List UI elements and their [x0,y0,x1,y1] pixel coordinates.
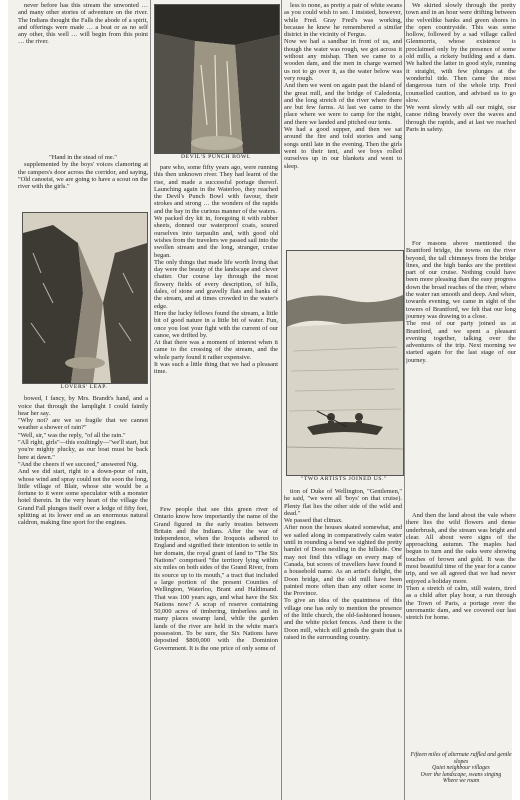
col4-mid-text: For reasons above mentioned the Brantford bridge, the towns on the river beyond, the tall chimneys from the bridge lines, and the high banks are the prettiest part of our cruise. Nothing could have been more pleasing than the easy progress down the broad reaches of the river, where the water ran smooth and deep. And when, towards evening, we came in sight of the towers of Brantford, we felt that our long journey was drawing to a close. The rest of our party joined us at Brantford, and we spent a pleasant evening together, talking over the adventures of the trip. Next morning we started again for the last stage of our journey. [406,240,516,364]
column-rule-1 [150,0,151,800]
devils-punch-bowl-illustration [154,4,280,154]
poem-line-2: Quiet neighbour villages [432,765,490,772]
newspaper-page [8,0,516,800]
col1-bottom-text: bowed, I fancy, by Mrs. Brandt's hand, and a voice that through the lamplight I could faintly hear her say. "Why not? are we so fragile that we cannot weather a shower of rain?" "Well, sir," was the reply, "of all the rain." "All right, girls"—this exultingly—"we'll start, but you're mighty plucky, as our boat must be back here at dawn." "And the cheers if we succeed," answered Nig. And we did start, right to a down-pour of rain, whose wind and spray could not the soon the long, little village of Blair, whose site would be a fortune to it were some speculator with a monster hotel therein. In the very heart of the village the Grand Fall plunges itself over a ledge of fifty feet, splitting at its lower end as an enormous natural caldron, making fine sport for the engines. [18,395,148,527]
column-rule-3 [404,0,405,800]
column-2 [154,164,278,796]
poem-line-3: Over the landscape, swans singing [420,771,502,778]
two-artists-caption: "TWO ARTISTS JOINED US." [300,476,388,482]
lovers-leap-illustration [22,212,148,384]
col3-top-text: less to none, as pretty a pair of white swans as you could wish to see. I insisted, however, while Fred. Gray Fred's was working, because he knew he remembered a similar district in the vicinity of Fergus. Now we had a sandbar in front of us, and though the water was rough, we got across it without any mishap. Then we came to a wooden dam, and the men in charge warned us not to go over it, as the water below was very rough. And then we went on again past the island of the great mill, and the bridge of Caledonia, and the long stretch of the river where there are but few farms. At last we came to the place where we were to camp for the night, and there we landed and pitched our tents. We had a good supper, and then we sat around the fire and told stories and sang songs until late in the evening. Then the girls went to their tent, and we boys rolled ourselves up in our blankets and went to sleep. [284,2,402,170]
poem-line-1: Fifteen miles of alternate ruffled and gentle slopes [410,752,512,765]
col3-bottom-text: tion of Duke of Wellington, "Gentlemen," he said, "we were all 'boys' on that cruise). Plenty flat lies the other side of the wild and dead." We passed that climax. After noon the houses skated somewhat, and we sailed along in comparatively calm water until in rounding a bend we sighted the pretty hamlet of Doon nestling in the hillside. One may not find this village on every map of Canada, but scores of travellers have found it a household name. As an artist's delight, the Doon bridge, and the old mill have been painted more often than any other scene in the Province. To give an idea of the quaintness of this village one has only to mention the presence of the little church, the old-fashioned houses, and the white picket fences. And there is the Doon mill, which still grinds the grain that is raised in the surrounding country. [284,488,402,641]
col2-bottom-text: pare who, some fifty years ago, were running this then unknown river. They had learnt of the rise, and made a successful portage thereof. Launching again in the Waterloo, they reached the Devil's Punch Bowl with favour, their strokes and strong … the wonders of the rapids and the bay in the curious manner of the waters. We packed dry kit in, foregoing it with rubber sheets, donned our waterproof coats, soured ourselves into tarpaulin and, with good old wishes from the travelers we passed sail into the swollen stream and the long, stranger, cruise began. The only things that made life worth living that day were the beauty of the landscape and clever chatter. Our course lay through the most flowery fields of every description, of hills, dales, of stone and gravelly flats and banks of the stream, and at times crowded to the water's edge. Here the lucky fellows found the stream, a little bit of good nature in a little bit of water. Fun, once you lost your fight with the current of our canoe, we drifted by. At that there was a moment of interest when it came to the crossing of the stream, and the whole party found it rather expensive. It was such a little thing that we had a pleasant time. [154,164,278,376]
poem-line-4: Where we roam [442,778,480,785]
col4-top-text: We skirted slowly through the pretty town and in an hour were drifting between the velvetlike banks and green shores in the open countryside. This was some hollow, followed by a sad village called Glenmorris, whose existence is proclaimed only by the presence of some old mills, a rickety building and a dam. We halted the latter in good style, running it straight, with few plunges at the wonderful tide. Then came the most dangerous turn of the whole trip. Fred counselled caution, and advised us to go slow. We went slowly with all our might, our canoe riding bravely over the waves and through the rapids, and at last we reached Paris in safety. [406,2,516,134]
col1-quote-b: supplemented by the boys' voices clamoring at the campers's door across the corridor, and saying, "Old canoeist, we are going to have a scout on the river with the girls." [18,161,148,191]
col1-quote-a: "Hand in the stead of me." [49,154,117,161]
column-4 [406,2,516,800]
column-1 [18,2,148,800]
closing-poem [406,752,516,785]
col1-top-text: never before has this stream the unwonted … and many other stories of adventure on the river. The Indians thought the Falls the abode of a spirit, and offerings were made … a boat or as no self any other, this well … will begin from this point … the river. [18,2,148,46]
col4-bottom-text: And then the land about the vale where there lies the wild flowers and dense underbrush, and the stream was bright and clear. All about were signs of the approaching autumn. The maples had begun to turn and the oaks were showing touches of brown and gold. It was the most beautiful time of the year for a canoe trip, and we all agreed that we had never enjoyed a holiday more. Then a stretch of calm, still waters, tired as a child after play hour, a run through the Town of Paris, a portage over the unromantic dam, and we covered our last stretch for home. [406,512,516,622]
devils-punch-bowl-caption: DEVIL'S PUNCH BOWL [181,154,251,160]
column-rule-2 [281,0,282,800]
two-artists-illustration [286,250,404,476]
col2-lower-text: Few people that see this green river of Ontario know how importantly the name of the Grand figured in the early treaties between Britain and the Indians. After the war of independence, when the Iroquois adhered to England and signified their intention to settle in her domain, the royal grant of land to "The Six Nations" comprised "the territory lying within six miles on both sides of the Grand River, from its source up to its mouth," a tract that included a large portion of the present Counties of Wellington, Waterloo, Brant and Haldimand. That was 100 years ago, and what have the Six Nations now? A scrap of reserve containing 50,000 acres of timbering, timberless and in many places swamp land, while the garden lands of the river are held in the white man's possession. To be sure, the Six Nations have deposited $800,000 with the Dominion Government. It is the one price of only some of [154,506,278,652]
lovers-leap-caption: LOVERS' LEAP. [60,384,108,390]
